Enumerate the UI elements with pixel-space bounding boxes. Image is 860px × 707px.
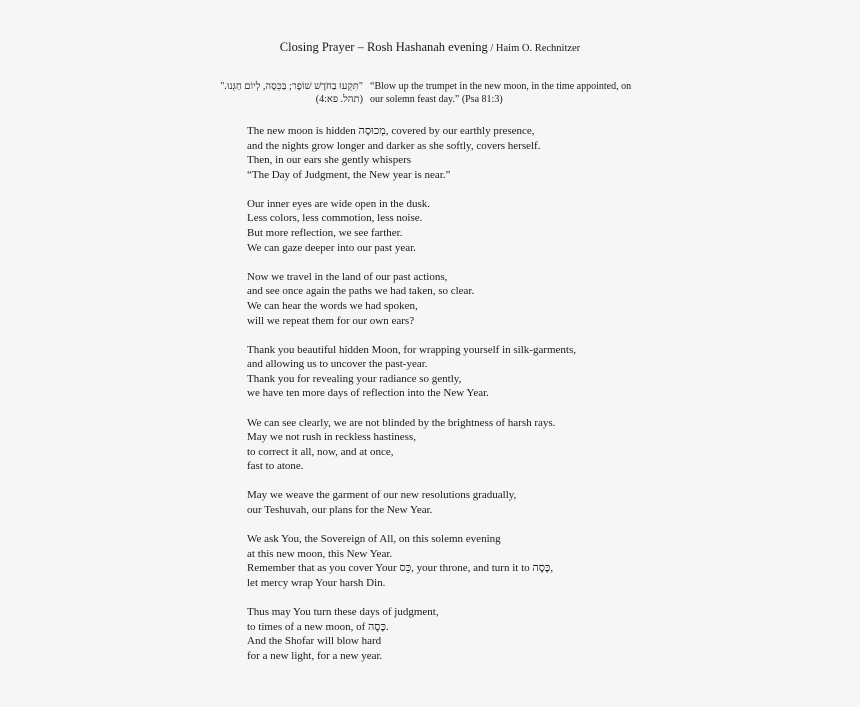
- poem-line: “The Day of Judgment, the New year is near.”: [247, 168, 451, 181]
- poem-stanza: [247, 605, 667, 663]
- poem-line: will we repeat them for our own ears?: [247, 314, 415, 327]
- poem-stanza: [247, 124, 667, 182]
- poem-stanza: [247, 416, 667, 474]
- poem-line: The new moon is hidden מְכוּסָה, covered by our earthly presence,: [247, 125, 535, 137]
- poem-line: Thank you beautiful hidden Moon, for wrapping yourself in silk-garments,: [247, 343, 577, 356]
- poem-line: Now we travel in the land of our past actions,: [247, 270, 448, 283]
- poem-line: Remember that as you cover Your כֵּס, your throne, and turn it to כֶּסֶה,: [247, 562, 554, 575]
- epigraph-hebrew-citation: (תהל. פא:4): [315, 94, 363, 105]
- title-separator: /: [487, 43, 496, 54]
- poem-stanza: [247, 488, 667, 517]
- document-title: Closing Prayer – Rosh Hashanah evening: [279, 40, 488, 54]
- poem-line: to correct it all, now, and at once,: [247, 445, 394, 458]
- poem-stanza: [247, 343, 667, 401]
- epigraph-english-verse: “Blow up the trumpet in the new moon, in the time appointed, on: [370, 81, 632, 92]
- poem-line: But more reflection, we see farther.: [247, 227, 403, 240]
- poem-line: for a new light, for a new year.: [247, 649, 383, 662]
- poem-line: let mercy wrap Your harsh Din.: [247, 576, 386, 589]
- poem-line: Thank you for revealing your radiance so gently,: [247, 372, 462, 385]
- poem-stanza: [247, 270, 667, 328]
- poem-line: We can see clearly, we are not blinded by the brightness of harsh rays.: [247, 416, 556, 429]
- document-title-line: [0, 40, 860, 56]
- poem-line: And the Shofar will blow hard: [247, 635, 382, 648]
- poem-stanza: [247, 532, 667, 590]
- poem-line: and the nights grow longer and darker as she softly, covers herself.: [247, 139, 541, 152]
- poem-line: to times of a new moon, of כֶּסֶה.: [247, 620, 389, 633]
- epigraph-english: [370, 80, 670, 106]
- poem-body: [247, 124, 667, 678]
- poem-line: our Teshuvah, our plans for the New Year.: [247, 503, 433, 516]
- poem-line: We can hear the words we had spoken,: [247, 299, 418, 312]
- poem-line: fast to atone.: [247, 460, 304, 473]
- poem-line: Then, in our ears she gently whispers: [247, 154, 412, 167]
- poem-line: we have ten more days of reflection into the New Year.: [247, 387, 489, 400]
- epigraph-hebrew: [195, 80, 363, 106]
- poem-line: and see once again the paths we had taken, so clear.: [247, 285, 475, 298]
- epigraph-english-citation: our solemn feast day.” (Psa 81:3): [370, 94, 503, 105]
- epigraph-hebrew-verse: "תִּקְעוּ בַחֹדֶשׁ שׁוֹפָר; בַּכֵּסֶה, לְיוֹם חַגֵּנוּ.": [220, 81, 363, 92]
- author-name: Haim O. Rechnitzer: [495, 43, 581, 54]
- poem-stanza: [247, 197, 667, 255]
- poem-line: Thus may You turn these days of judgment,: [247, 605, 439, 618]
- poem-line: We can gaze deeper into our past year.: [247, 241, 416, 254]
- poem-line: Less colors, less commotion, less noise.: [247, 212, 423, 225]
- poem-line: May we weave the garment of our new resolutions gradually,: [247, 489, 517, 502]
- poem-line: May we not rush in reckless hastiness,: [247, 431, 416, 444]
- poem-line: We ask You, the Sovereign of All, on this solemn evening: [247, 533, 501, 546]
- poem-line: Our inner eyes are wide open in the dusk.: [247, 197, 430, 210]
- poem-line: and allowing us to uncover the past-year.: [247, 358, 428, 371]
- poem-line: at this new moon, this New Year.: [247, 547, 393, 560]
